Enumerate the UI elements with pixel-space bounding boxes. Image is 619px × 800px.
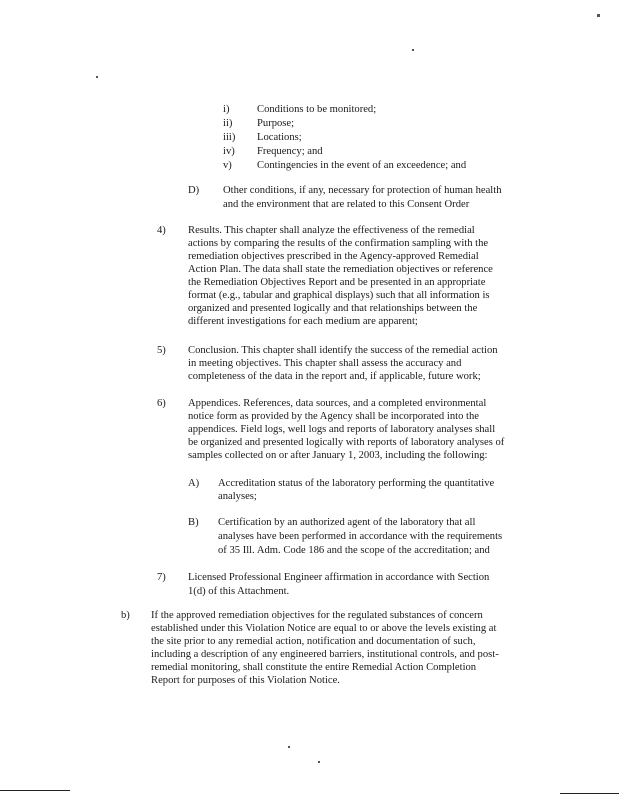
scan-speck (412, 49, 414, 51)
sub-item-marker: ii) (223, 118, 233, 129)
item-line: If the approved remediation objectives for the regulated substances of concern (151, 610, 483, 621)
scan-speck (288, 746, 290, 748)
item-line: analyses; (218, 491, 257, 502)
item-line: format (e.g., tabular and graphical displays) such that all information is (188, 290, 490, 301)
item-line: completeness of the data in the report and, if applicable, future work; (188, 371, 481, 382)
sub-item-text: Locations; (257, 132, 302, 143)
item-line: different investigations for each medium are apparent; (188, 316, 418, 327)
sub-item-marker: iv) (223, 146, 235, 157)
item-line: Action Plan. The data shall state the remediation objectives or reference (188, 264, 493, 275)
item-marker: A) (188, 478, 200, 489)
item-line: the Remediation Objectives Report and be presented in an appropriate (188, 277, 486, 288)
sub-item-marker: i) (223, 104, 230, 115)
item-line: Conclusion. This chapter shall identify the success of the remedial action (188, 345, 498, 356)
scan-speck (96, 76, 98, 78)
item-marker: 4) (157, 225, 166, 236)
item-marker: B) (188, 517, 199, 528)
item-marker: 5) (157, 345, 166, 356)
item-line: Certification by an authorized agent of the laboratory that all (218, 517, 476, 528)
scan-edge-line (0, 790, 70, 791)
sub-item-text: Contingencies in the event of an exceedence; and (257, 160, 467, 171)
item-line: Report for purposes of this Violation Notice. (151, 675, 340, 686)
item-marker: 7) (157, 572, 166, 583)
sub-item-text: Frequency; and (257, 146, 323, 157)
item-line: including a description of any engineered barriers, institutional controls, and post- (151, 649, 499, 660)
item-line: analyses have been performed in accordance with the requirements (218, 531, 503, 542)
item-line: notice form as provided by the Agency shall be incorporated into the (188, 411, 479, 422)
item-line: be organized and presented logically with reports of laboratory analyses of (188, 437, 505, 448)
item-line: samples collected on or after January 1, 2003, including the following: (188, 450, 488, 461)
item-line: Other conditions, if any, necessary for protection of human health (223, 185, 502, 196)
item-line: organized and presented logically and that relationships between the (188, 303, 478, 314)
item-line: the site prior to any remedial action, notification and documentation of such, (151, 636, 476, 647)
item-line: established under this Violation Notice are equal to or above the levels existing at (151, 623, 497, 634)
scan-edge-line (560, 793, 619, 794)
item-marker: b) (121, 610, 130, 621)
scan-speck (597, 14, 600, 17)
item-line: Accreditation status of the laboratory performing the quantitative (218, 478, 495, 489)
sub-item-text: Purpose; (257, 118, 295, 129)
item-marker: D) (188, 185, 200, 196)
item-line: Appendices. References, data sources, and a completed environmental (188, 398, 487, 409)
sub-item-text: Conditions to be monitored; (257, 104, 377, 115)
sub-item-marker: iii) (223, 132, 236, 143)
sub-item-marker: v) (223, 160, 232, 171)
item-line: 1(d) of this Attachment. (188, 586, 290, 597)
item-line: and the environment that are related to this Consent Order (223, 199, 470, 210)
item-marker: 6) (157, 398, 166, 409)
item-line: appendices. Field logs, well logs and reports of laboratory analyses shall (188, 424, 496, 435)
item-line: remedial monitoring, shall constitute the entire Remedial Action Completion (151, 662, 477, 673)
item-line: of 35 Ill. Adm. Code 186 and the scope of the accreditation; and (218, 545, 490, 556)
item-line: Licensed Professional Engineer affirmation in accordance with Section (188, 572, 490, 583)
scan-speck (318, 761, 320, 763)
item-line: actions by comparing the results of the confirmation sampling with the (188, 238, 489, 249)
item-line: in meeting objectives. This chapter shall assess the accuracy and (188, 358, 462, 369)
item-line: remediation objectives prescribed in the Agency-approved Remedial (188, 251, 479, 262)
item-line: Results. This chapter shall analyze the effectiveness of the remedial (188, 225, 475, 236)
